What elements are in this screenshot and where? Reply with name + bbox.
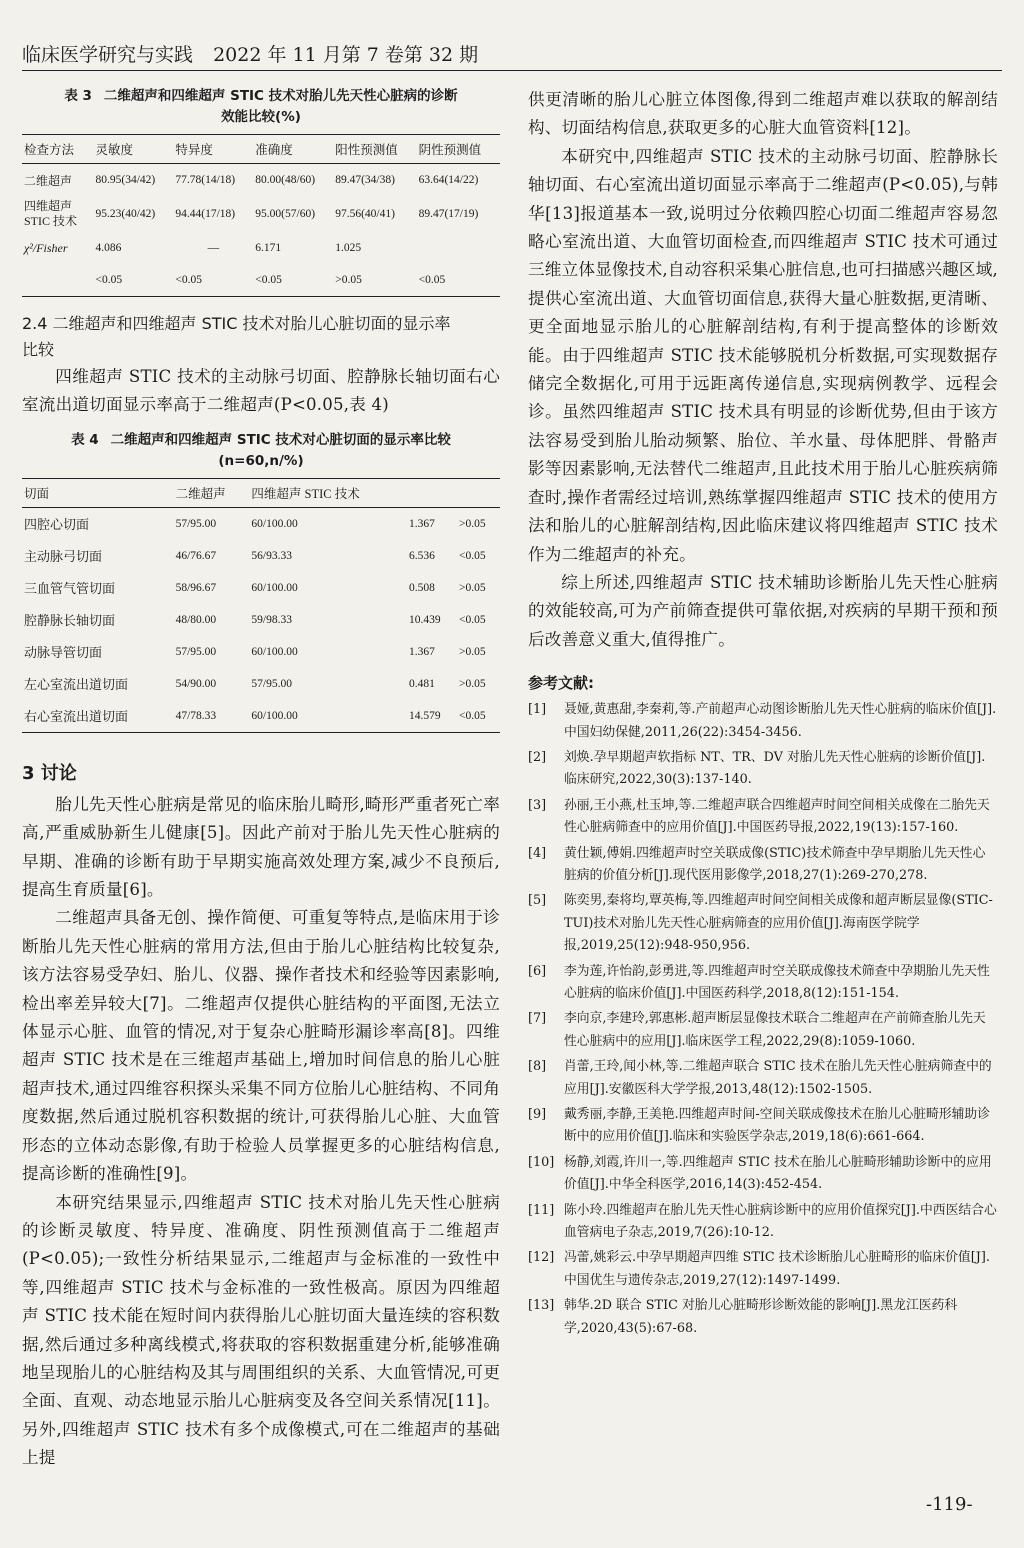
table-cell: <0.05: [253, 264, 333, 297]
body-paragraph: 四维超声 STIC 技术的主动脉弓切面、腔静脉长轴切面右心室流出道切面显示率高于二维超声(P<0.05,表 4): [22, 367, 500, 415]
column-header: 四维超声 STIC 技术: [249, 478, 407, 507]
table-cell: 60/100.00: [249, 700, 407, 733]
issue-info: 2022 年 11 月第 7 卷第 32 期: [213, 44, 479, 66]
table-cell: 60/100.00: [251, 645, 298, 658]
page-number: -119-: [926, 1494, 973, 1515]
reference-text: 陈奕男,秦将均,覃英梅,等.四维超声时间空间相关成像和超声断层显像(STIC-TUI)技术对胎儿先天性心脏病筛查的应用价值[J].海南医学院学报,2019,25(12):948-950,956.: [564, 893, 993, 954]
header-rule: [22, 70, 1002, 71]
reference-list: [528, 699, 998, 1340]
table-cell: <0.05: [459, 549, 486, 562]
reference-text: 刘焕.孕早期超声软指标 NT、TR、DV 对胎儿先天性心脏病的诊断价值[J].临床研究,2022,30(3):137-140.: [564, 749, 986, 788]
reference-number: [13]: [528, 1298, 555, 1314]
table-cell: 0.481: [409, 677, 435, 690]
references-heading: 参考文献:: [528, 674, 594, 693]
reference-item: [528, 1247, 998, 1292]
table-cell: 14.579: [407, 700, 457, 733]
table4-number: 表 4: [71, 431, 99, 448]
reference-number: [1]: [528, 702, 547, 718]
table-cell: 6.536: [409, 549, 435, 562]
table-row: [22, 604, 500, 636]
reference-text: 戴秀丽,李静,王美艳.四维超声时间-空间关联成像技术在胎儿心脏畸形辅助诊断中的应用价值[J].临床和实验医学杂志,2019,18(6):661-664.: [564, 1107, 991, 1145]
table4: [22, 478, 500, 733]
column-header: 准确度: [253, 135, 333, 164]
reference-item: [528, 1056, 998, 1101]
section-heading: [22, 311, 500, 363]
table-cell: >0.05: [459, 517, 486, 530]
table-cell: 1.367: [409, 645, 435, 658]
table-cell: 89.47(17/19): [418, 208, 479, 220]
table-cell: 60/100.00: [251, 517, 298, 530]
table-row: [22, 636, 500, 668]
reference-number: [5]: [528, 893, 547, 909]
reference-item: [528, 1008, 998, 1053]
reference-item: [528, 1200, 998, 1245]
reference-number: [2]: [528, 749, 547, 765]
table-cell: 80.95(34/42): [95, 174, 156, 186]
body-paragraph: 本研究中,四维超声 STIC 技术的主动脉弓切面、腔静脉长轴切面、右心室流出道切面显示率高于二维超声(P<0.05),与韩华[13]报道基本一致,说明过分依赖四腔心切面二维超声容易忽略心室流出道、大血管切面检查,而四维超声 STIC 技术可通过三维立体显像技术,自动容积采集心脏信息,也可扫描感兴趣区域,提供心室流出道、大血管切面信息,获得大量心脏数据,更清晰、更全面地显示胎儿的心脏解剖结构,有利于提高整体的诊断效能。由于四维超声 STIC 技术能够脱机分析数据,可实现数据存储完全数据化,可用于远距离传递信息,实现病例教学、远程会诊。虽然四维超声 STIC 技术具有明显的诊断优势,但由于该方法容易受到胎儿胎动频繁、胎位、羊水量、母体肥胖、骨骼声影等因素影响,无法替代二维超声,且此技术用于胎儿心脏疾病筛查时,操作者需经过培训,熟练掌握四维超声 STIC 技术的使用方法和胎儿的心脏解剖结构,因此临床建议将四维超声 STIC 技术作为二维超声的补充。: [528, 146, 998, 564]
table-cell: 47/78.33: [174, 700, 250, 733]
reference-item: [528, 890, 998, 957]
table-cell: <0.05: [459, 613, 486, 626]
table-cell: 三血管气管切面: [24, 581, 116, 597]
table-cell: >0.05: [459, 645, 486, 658]
body-paragraph: 胎儿先天性心脏病是常见的临床胎儿畸形,畸形严重者死亡率高,严重威胁新生儿健康[5]。因此产前对于胎儿先天性心脏病的早期、准确的诊断有助于早期实施高效处理方案,减少不良预后,提高生育质量[6]。: [22, 794, 500, 900]
table-header-row: [22, 135, 500, 164]
table-cell: 97.56(40/41): [335, 208, 395, 220]
reference-number: [6]: [528, 963, 547, 979]
body-paragraph: 供更清晰的胎儿心脏立体图像,得到二维超声难以获取的解剖结构、切面结构信息,获取更多的心脏大血管资料[12]。: [528, 90, 998, 138]
left-column: [22, 86, 500, 1473]
reference-item: [528, 1295, 998, 1340]
table-cell: <0.05: [457, 700, 500, 733]
column-header: 阴性预测值: [417, 135, 500, 164]
table-cell: 二维超声: [24, 173, 73, 188]
table-cell: 77.78(14/18): [175, 174, 236, 186]
table-cell: 腔静脉长轴切面: [24, 613, 116, 629]
column-header: 二维超声: [174, 478, 250, 507]
table-cell: 80.00(48/60): [255, 174, 316, 186]
reference-item: [528, 1104, 998, 1149]
reference-text: 聂娅,黄惠甜,李秦莉,等.产前超声心动图诊断胎儿先天性心脏病的临床价值[J].中国妇幼保健,2011,26(22):3454-3456.: [564, 702, 997, 740]
table-cell: 6.171: [255, 242, 282, 254]
reference-text: 李向京,李建玲,郭惠彬.超声断层显像技术联合二维超声在产前筛查胎儿先天性心脏病中的应用[J].临床医学工程,2022,29(8):1059-1060.: [564, 1011, 986, 1049]
table-row: [22, 540, 500, 572]
reference-text: 陈小玲.四维超声在胎儿先天性心脏病诊断中的应用价值探究[J].中西医结合心血管病电子杂志,2019,7(26):10-12.: [564, 1202, 997, 1241]
table-cell: [417, 232, 500, 264]
section-heading-line: 2.4 二维超声和四维超声 STIC 技术对胎儿心脏切面的显示率: [22, 314, 451, 333]
reference-text: 韩华.2D 联合 STIC 对胎儿心脏畸形诊断效能的影响[J].黑龙江医药科学,2020,43(5):67-68.: [564, 1298, 958, 1336]
column-header: 检查方法: [22, 135, 93, 164]
table3: [22, 134, 500, 297]
body-paragraph: 综上所述,四维超声 STIC 技术辅助诊断胎儿先天性心脏病的效能较高,可为产前筛查提供可靠依据,对疾病的早期干预和预后改善意义重大,值得推广。: [528, 572, 998, 649]
reference-text: 杨静,刘霞,许川一,等.四维超声 STIC 技术在胎儿心脏畸形辅助诊断中的应用价值[J].中华全科医学,2016,14(3):452-454.: [564, 1154, 992, 1193]
table-cell: 59/98.33: [251, 613, 292, 626]
table-cell: 94.44(17/18): [175, 208, 236, 220]
body-paragraph: 本研究结果显示,四维超声 STIC 技术对胎儿先天性心脏病的诊断灵敏度、特异度、准确度、阴性预测值高于二维超声(P<0.05);一致性分析结果显示,二维超声与金标准的一致性中等,四维超声 STIC 技术与金标准的一致性极高。原因为四维超声 STIC 技术能在短时间内获得胎儿心脏切面大量连续的容积数据,然后通过多种离线模式,将获取的容积数据重建分析,能够准确地呈现胎儿的心脏结构及其与周围组织的关系、大血管情况,可更全面、直观、动态地显示胎儿心脏病变及各空间关系情况[11]。另外,四维超声 STIC 技术有多个成像模式,可在二维超声的基础上提: [22, 1192, 500, 1468]
table-cell: 四维超声 STIC 技术: [24, 199, 78, 228]
table-cell: 1.025: [335, 242, 362, 254]
reference-item: [528, 961, 998, 1006]
table-cell: <0.05: [93, 264, 173, 297]
table-cell: —: [207, 242, 220, 254]
table-cell: 右心室流出道切面: [22, 700, 174, 733]
reference-item: [528, 747, 998, 792]
table-cell: 57/95.00: [175, 645, 217, 658]
table-cell: 主动脉弓切面: [24, 549, 103, 565]
reference-number: [8]: [528, 1059, 547, 1075]
reference-item: [528, 843, 998, 888]
column-header: 特异度: [173, 135, 253, 164]
table-cell: 4.086: [95, 242, 122, 254]
table4-title-line2: (n=60,n/%): [218, 452, 304, 469]
reference-number: [7]: [528, 1011, 547, 1027]
table-cell: <0.05: [173, 264, 253, 297]
discussion-heading: 3 讨论: [22, 762, 77, 784]
table3-caption: [22, 86, 500, 128]
table-row: [22, 232, 500, 264]
table3-title-line2: 效能比较(%): [221, 109, 301, 125]
reference-item: [528, 795, 998, 840]
table-cell: 60/100.00: [251, 581, 298, 594]
table-row: [22, 507, 500, 540]
table-cell: 95.00(57/60): [255, 208, 316, 220]
journal-name: 临床医学研究与实践: [22, 44, 194, 66]
reference-number: [3]: [528, 797, 547, 813]
reference-item: [528, 699, 998, 744]
column-header: [457, 478, 500, 507]
table-cell: 57/95.00: [175, 517, 217, 530]
table-cell: 57/95.00: [251, 677, 292, 690]
table-cell: 58/96.67: [175, 581, 217, 594]
column-header: 阳性预测值: [333, 135, 416, 164]
table-cell: 0.508: [409, 581, 435, 594]
table-cell: 56/93.33: [251, 549, 292, 562]
column-header: [407, 478, 457, 507]
section-heading-line: 比较: [22, 340, 55, 359]
reference-item: [528, 1152, 998, 1197]
table-cell: >0.05: [459, 677, 486, 690]
table-row: [22, 164, 500, 197]
table-cell: χ²/Fisher: [24, 240, 68, 255]
table-cell: >0.05: [459, 581, 486, 594]
reference-text: 肖蕾,王玲,闻小林,等.二维超声联合 STIC 技术在胎儿先天性心脏病筛查中的应用[J].安徽医科大学学报,2013,48(12):1502-1505.: [564, 1059, 992, 1097]
reference-number: [4]: [528, 845, 547, 861]
reference-number: [12]: [528, 1250, 555, 1266]
table3-title: 二维超声和四维超声 STIC 技术对胎儿先天性心脏病的诊断: [103, 88, 458, 104]
table-cell: 左心室流出道切面: [24, 677, 129, 693]
reference-text: 冯蕾,姚彩云.中孕早期超声四维 STIC 技术诊断胎儿心脏畸形的临床价值[J].中国优生与遗传杂志,2019,27(12):1497-1499.: [564, 1250, 990, 1288]
table4-title: 二维超声和四维超声 STIC 技术对心脏切面的显示率比较: [110, 431, 451, 448]
table-cell: 54/90.00: [175, 677, 217, 690]
table-row: [22, 700, 500, 733]
table3-number: 表 3: [64, 88, 92, 104]
table-row: [22, 668, 500, 700]
reference-number: [10]: [528, 1154, 555, 1170]
table-cell: 63.64(14/22): [418, 174, 479, 186]
table-header-row: [22, 478, 500, 507]
reference-number: [9]: [528, 1107, 547, 1123]
running-header: [22, 40, 1002, 70]
reference-text: 黄仕颖,傅娟.四维超声时空关联成像(STIC)技术筛查中孕早期胎儿先天性心脏病的价值分析[J].现代医用影像学,2018,27(1):269-270,278.: [564, 845, 986, 883]
column-header: 切面: [22, 478, 174, 507]
table-cell: 10.439: [409, 613, 441, 626]
table4-caption: [22, 430, 500, 472]
body-paragraph: 二维超声具备无创、操作简便、可重复等特点,是临床用于诊断胎儿先天性心脏病的常用方法,但由于胎儿心脏结构比较复杂,该方法容易受孕妇、胎儿、仪器、操作者技术和经验等因素影响,检出率差异较大[7]。二维超声仅提供心脏结构的平面图,无法立体显示心脏、血管的情况,对于复杂心脏畸形漏诊率高[8]。四维超声 STIC 技术是在三维超声基础上,增加时间信息的胎儿心脏超声技术,通过四维容积探头采集不同方位胎儿心脏结构、不同角度数据,然后通过脱机容积数据的统计,可获得胎儿心脏、大血管形态的立体动态影像,有助于检验人员掌握更多的心脏结构信息,提高诊断的准确性[9]。: [22, 908, 500, 1184]
reference-text: 李为莲,许怡韵,彭勇进,等.四维超声时空关联成像技术筛查中孕期胎儿先天性心脏病的临床价值[J].中国医药科学,2018,8(12):151-154.: [564, 963, 990, 1001]
table-cell: 48/80.00: [175, 613, 217, 626]
reference-text: 孙丽,王小燕,杜玉坤,等.二维超声联合四维超声时间空间相关成像在二胎先天性心脏病筛查中的应用价值[J].中国医药导报,2022,19(13):157-160.: [564, 797, 990, 836]
table-row: [22, 196, 500, 232]
table-cell: <0.05: [417, 264, 500, 297]
table-cell: 动脉导管切面: [24, 645, 103, 661]
table-cell: 95.23(40/42): [95, 208, 156, 220]
column-header: 灵敏度: [93, 135, 173, 164]
table-row: [22, 572, 500, 604]
table-cell: >0.05: [333, 264, 416, 297]
reference-number: [11]: [528, 1202, 555, 1218]
table-cell: 46/76.67: [175, 549, 217, 562]
table-row: [22, 264, 500, 297]
table-cell: 1.367: [409, 517, 435, 530]
table-cell: [22, 264, 93, 297]
table-cell: 89.47(34/38): [335, 174, 395, 186]
table-cell: 四腔心切面: [24, 517, 90, 533]
right-column: [528, 86, 998, 1343]
